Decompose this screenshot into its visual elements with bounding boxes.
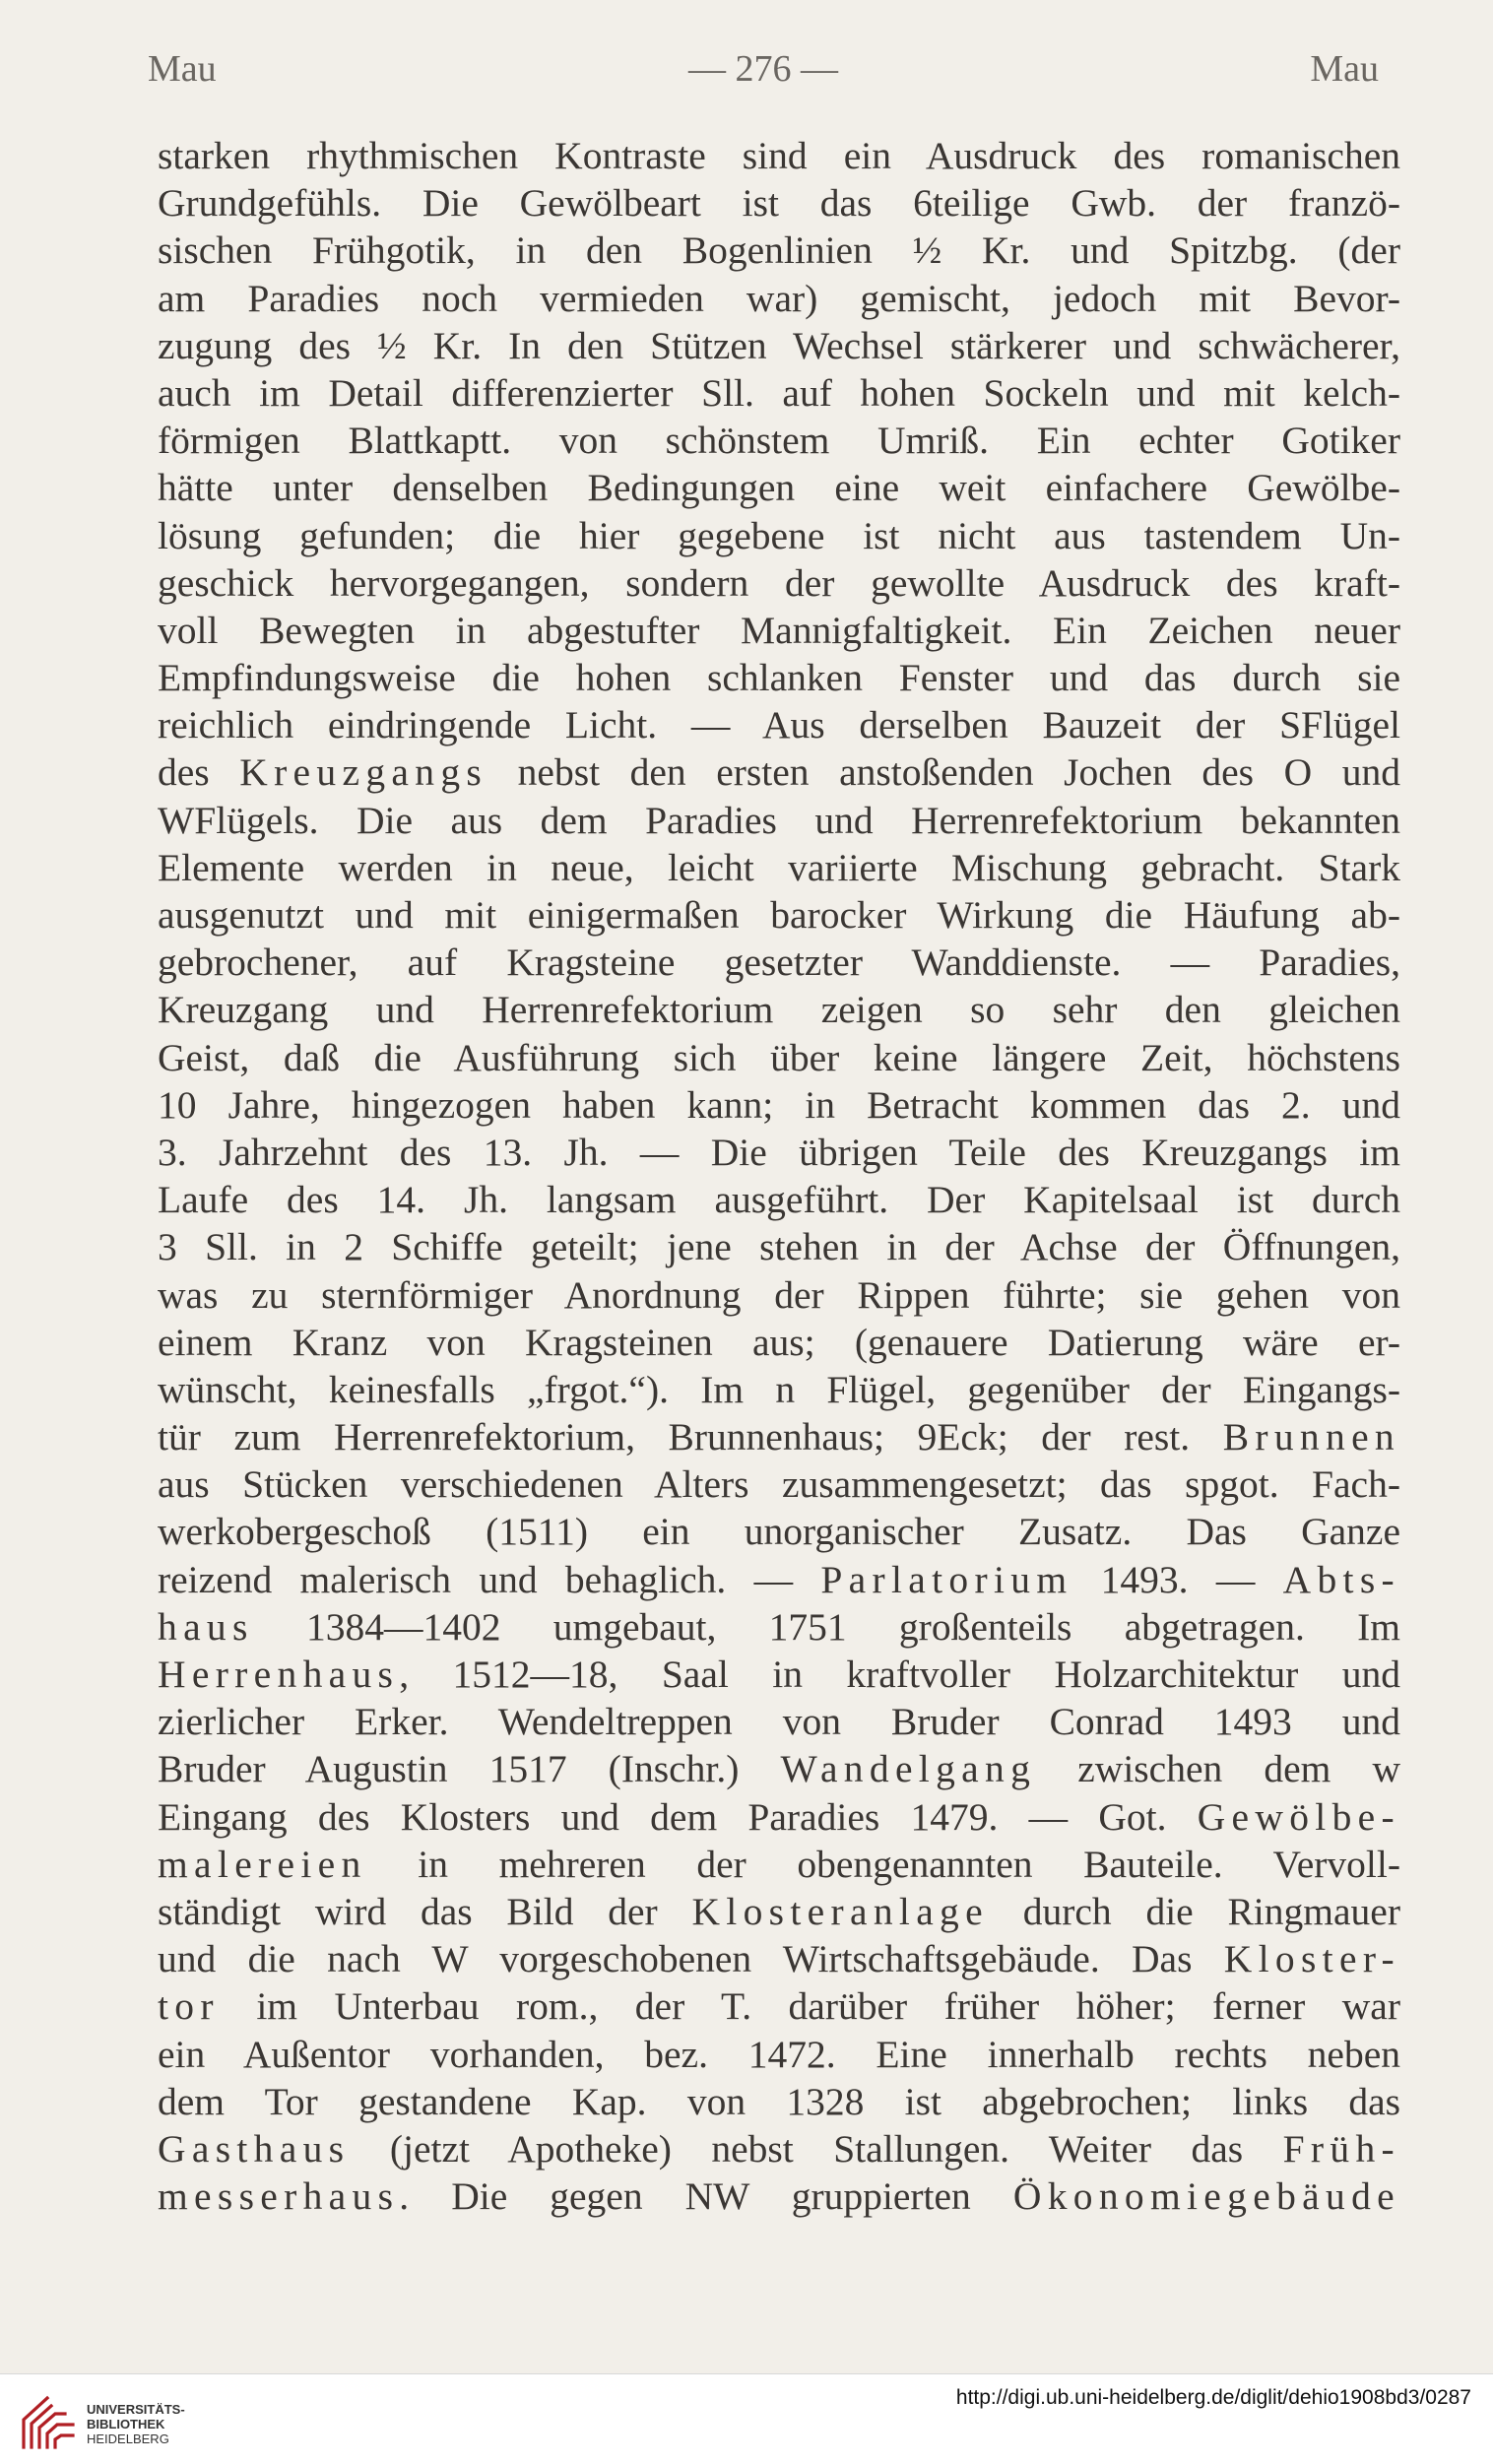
text-run: Kreuzgang und Herrenrefektorium zeigen so sehr den gleichen: [158, 988, 1400, 1032]
spaced-term: Gasthaus: [158, 2126, 351, 2171]
permalink-url[interactable]: http://digi.ub.uni-heidelberg.de/diglit/dehio1908bd3/0287: [955, 2386, 1471, 2409]
text-line: [158, 559, 1400, 607]
text-run: und die nach W vorgeschobenen Wirtschaftsgebäude. Das: [158, 1937, 1224, 1981]
text-line: [158, 512, 1400, 559]
text-line: [158, 2078, 1400, 2125]
text-line: [158, 1556, 1400, 1603]
text-run: aus Stücken verschiedenen Alters zusammengesetzt; das spgot. Fach-: [158, 1462, 1400, 1507]
text-line: [158, 891, 1400, 939]
text-line: [158, 2125, 1400, 2172]
text-run: Empfindungsweise die hohen schlanken Fenster und das durch sie: [158, 656, 1400, 700]
body-text: [158, 132, 1400, 2220]
text-run: förmigen Blattkaptt. von schönstem Umriß. Ein echter Gotiker: [158, 419, 1400, 463]
text-line: [158, 1413, 1400, 1460]
spaced-term: Gewölbe-: [1197, 1794, 1400, 1839]
text-run: 3. Jahrzehnt des 13. Jh. — Die übrigen Teile des Kreuzgangs im: [158, 1130, 1400, 1174]
text-run: 10 Jahre, hingezogen haben kann; in Betracht kommen das 2. und: [158, 1082, 1400, 1127]
text-run: was zu sternförmiger Anordnung der Rippen führte; sie gehen von: [158, 1272, 1400, 1317]
text-run: hätte unter denselben Bedingungen eine weit einfachere Gewölbe-: [158, 466, 1400, 510]
text-line: [158, 1176, 1400, 1223]
text-run: tür zum Herrenrefektorium, Brunnenhaus; 9Eck; der rest.: [158, 1415, 1223, 1459]
text-line: [158, 1319, 1400, 1366]
library-name-line2: BIBLIOTHEK: [87, 2417, 165, 2432]
library-name: [87, 2402, 185, 2446]
text-run: Eingang des Klosters und dem Paradies 1479. — Got.: [158, 1794, 1198, 1839]
text-line: [158, 1888, 1400, 1935]
text-run: Elemente werden in neue, leicht variierte Mischung gebracht. Stark: [158, 845, 1400, 889]
spaced-term: Brunnen: [1222, 1415, 1400, 1459]
spaced-term: Klosteranlage: [691, 1889, 989, 1933]
page-number: — 276 —: [688, 48, 838, 90]
text-line: [158, 1223, 1400, 1270]
text-run: am Paradies noch vermieden war) gemischt, jedoch mit Bevor-: [158, 276, 1400, 320]
text-run: Laufe des 14. Jh. langsam ausgeführt. Der Kapitelsaal ist durch: [158, 1178, 1400, 1222]
footer-bar: [0, 2373, 1493, 2464]
text-run: ausgenutzt und mit einigermaßen barocker Wirkung die Häufung ab-: [158, 893, 1400, 937]
text-run: 3 Sll. in 2 Schiffe geteilt; jene stehen in der Achse der Öffnungen,: [158, 1225, 1400, 1269]
library-name-line1: UNIVERSITÄTS-: [87, 2402, 185, 2417]
spaced-term: Herrenhaus: [158, 1653, 400, 1696]
text-run: (jetzt Apotheke) nebst Stallungen. Weiter das: [350, 2126, 1283, 2171]
text-line: [158, 748, 1400, 796]
text-line: [158, 1841, 1400, 1888]
spaced-term: Kloster-: [1223, 1937, 1400, 1981]
text-run: zugung des ½ Kr. In den Stützen Wechsel stärkerer und schwächerer,: [158, 323, 1400, 367]
text-run: zierlicher Erker. Wendeltreppen von Bruder Conrad 1493 und: [158, 1700, 1400, 1744]
spaced-term: Ökonomiegebäude: [1012, 2174, 1400, 2219]
text-line: [158, 1460, 1400, 1508]
text-run: reizend malerisch und behaglich. —: [158, 1557, 821, 1601]
text-run: WFlügels. Die aus dem Paradies und Herrenrefektorium bekannten: [158, 798, 1400, 842]
library-name-line3: HEIDELBERG: [87, 2432, 169, 2446]
text-line: [158, 369, 1400, 417]
text-line: [158, 607, 1400, 654]
text-run: des: [158, 750, 240, 795]
text-run: durch die Ringmauer: [988, 1889, 1400, 1933]
text-line: [158, 1935, 1400, 1982]
text-line: [158, 986, 1400, 1033]
text-run: nebst den ersten anstoßenden Jochen des O und: [487, 750, 1400, 795]
spaced-term: Kreuzgangs: [239, 750, 488, 795]
spaced-term: Parlatorium: [820, 1557, 1073, 1601]
text-run: im Unterbau rom., der T. darüber früher höher; ferner war: [219, 1984, 1400, 2029]
text-line: [158, 1508, 1400, 1555]
text-run: starken rhythmischen Kontraste sind ein Ausdruck des romanischen: [158, 134, 1400, 177]
text-line: [158, 1982, 1400, 2030]
text-line: [158, 797, 1400, 844]
text-run: gebrochener, auf Kragsteine gesetzter Wanddienste. — Paradies,: [158, 940, 1400, 985]
spaced-term: tor: [158, 1984, 220, 2029]
text-run: 1384—1402 umgebaut, 1751 großenteils abgetragen. Im: [253, 1604, 1400, 1649]
text-line: [158, 322, 1400, 369]
text-line: [158, 227, 1400, 274]
text-line: [158, 844, 1400, 891]
text-line: [158, 1366, 1400, 1413]
spaced-term: Früh-: [1282, 2126, 1400, 2171]
text-run: dem Tor gestandene Kap. von 1328 ist abgebrochen; links das: [158, 2079, 1400, 2123]
text-run: Bruder Augustin 1517 (Inschr.): [158, 1747, 781, 1791]
text-line: [158, 132, 1400, 179]
spaced-term: messerhaus: [158, 2174, 400, 2219]
text-line: [158, 1793, 1400, 1841]
text-line: [158, 1081, 1400, 1129]
text-run: reichlich eindringende Licht. — Aus derselben Bauzeit der SFlügel: [158, 703, 1400, 747]
text-line: [158, 1698, 1400, 1745]
text-run: in mehreren der obengenannten Bauteile. Vervoll-: [366, 1842, 1400, 1886]
spaced-term: haus: [158, 1604, 254, 1649]
text-run: 1493. —: [1072, 1557, 1283, 1601]
text-run: voll Bewegten in abgestufter Mannigfaltigkeit. Ein Zeichen neuer: [158, 608, 1400, 652]
text-line: [158, 1271, 1400, 1319]
text-run: geschick hervorgegangen, sondern der gewollte Ausdruck des kraft-: [158, 560, 1400, 605]
text-run: Grundgefühls. Die Gewölbeart ist das 6teilige Gwb. der franzö-: [158, 181, 1400, 226]
text-run: sischen Frühgotik, in den Bogenlinien ½ Kr. und Spitzbg. (der: [158, 228, 1400, 273]
text-line: [158, 701, 1400, 748]
text-run: zwischen dem w: [1036, 1747, 1400, 1791]
text-line: [158, 2031, 1400, 2078]
text-line: [158, 417, 1400, 464]
text-line: [158, 179, 1400, 227]
text-run: lösung gefunden; die hier gegebene ist nicht aus tastendem Un-: [158, 513, 1400, 557]
spaced-term: malereien: [158, 1842, 367, 1886]
text-run: einem Kranz von Kragsteinen aus; (genauere Datierung wäre er-: [158, 1320, 1400, 1364]
text-line: [158, 1034, 1400, 1081]
text-run: Geist, daß die Ausführung sich über keine längere Zeit, höchstens: [158, 1035, 1400, 1079]
spaced-term: Abts-: [1282, 1557, 1400, 1601]
text-line: [158, 1603, 1400, 1651]
running-head-left: Mau: [148, 48, 217, 90]
text-line: [158, 275, 1400, 322]
university-library-logo-icon[interactable]: [18, 2394, 79, 2453]
text-line: [158, 1129, 1400, 1176]
text-run: ständigt wird das Bild der: [158, 1889, 692, 1933]
text-run: werkobergeschoß (1511) ein unorganischer Zusatz. Das Ganze: [158, 1510, 1400, 1554]
text-run: . Die gegen NW gruppierten: [399, 2174, 1013, 2219]
text-run: auch im Detail differenzierter Sll. auf hohen Sockeln und mit kelch-: [158, 370, 1400, 415]
running-head: [148, 47, 1379, 97]
spaced-term: Wandelgang: [780, 1747, 1037, 1791]
text-line: [158, 2172, 1400, 2220]
text-run: , 1512—18, Saal in kraftvoller Holzarchitektur und: [399, 1653, 1400, 1696]
running-head-right: Mau: [1310, 48, 1379, 90]
text-line: [158, 1651, 1400, 1698]
text-run: wünscht, keinesfalls „frgot.“). Im n Flügel, gegenüber der Eingangs-: [158, 1367, 1400, 1411]
text-line: [158, 654, 1400, 701]
text-line: [158, 1745, 1400, 1792]
text-line: [158, 464, 1400, 511]
text-line: [158, 939, 1400, 986]
text-run: ein Außentor vorhanden, bez. 1472. Eine innerhalb rechts neben: [158, 2032, 1400, 2076]
